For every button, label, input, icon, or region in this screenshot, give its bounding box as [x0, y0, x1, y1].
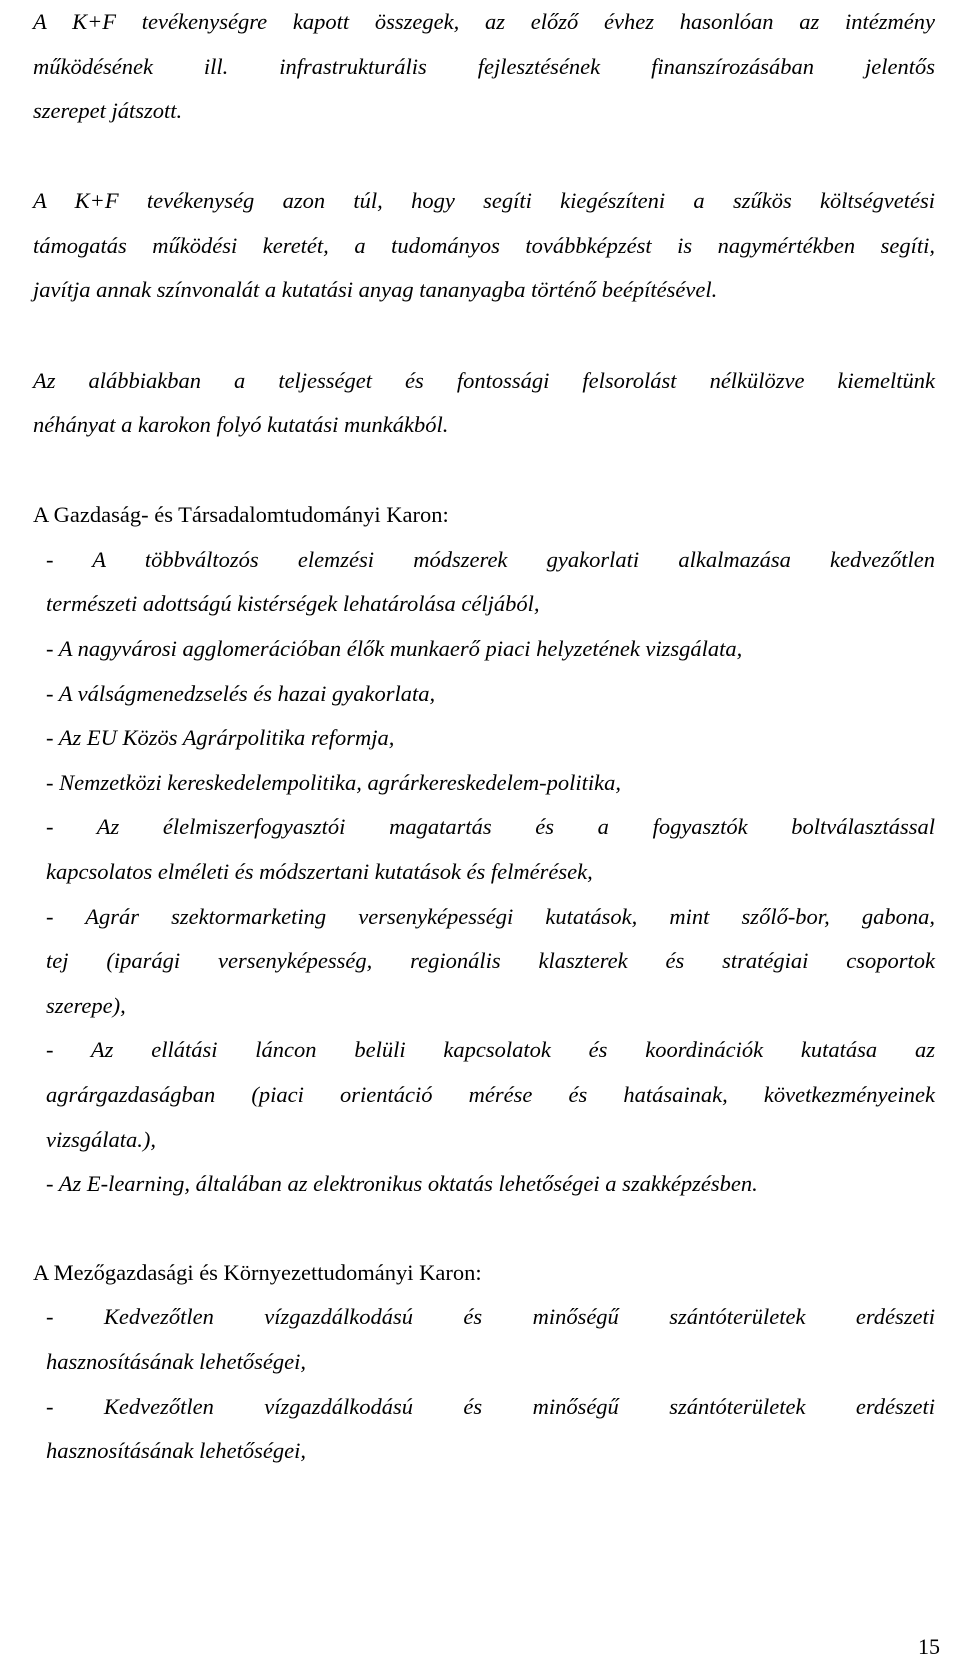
intro-paragraph-1-line-1: A K+F tevékenységre kapott összegek, az előző évhez hasonlóan az intézmény [33, 9, 935, 34]
paragraph-gap [33, 1207, 935, 1251]
list-item-line: - Az E-learning, általában az elektronikus oktatás lehetőségei a szakképzésben. [46, 1171, 758, 1197]
list-item-line: - Nemzetközi kereskedelempolitika, agrárkereskedelem-politika, [46, 769, 622, 795]
intro-paragraph-2-line-1: A K+F tevékenység azon túl, hogy segíti kiegészíteni a szűkös költségvetési [33, 188, 935, 214]
list-item-line: - Az EU Közös Agrárpolitika reformja, [46, 725, 395, 751]
list-item-line: vizsgálata.), [46, 1126, 156, 1152]
page-number: 15 [918, 1634, 940, 1659]
faculty2-research-list [33, 1295, 935, 1473]
document-page [33, 0, 935, 1474]
paragraph-gap [33, 313, 935, 359]
paragraph-gap [33, 134, 935, 180]
list-item-line: hasznosításának lehetőségei, [46, 1438, 306, 1464]
intro-paragraph-3-line-2: néhányat a karokon folyó kutatási munkákból. [33, 412, 449, 438]
list-item-line: - Kedvezőtlen vízgazdálkodású és minőségű szántóterületek erdészeti [46, 1393, 935, 1419]
list-item-line: hasznosításának lehetőségei, [46, 1348, 306, 1374]
list-item-line: - A nagyvárosi agglomerációban élők munkaerő piaci helyzetének vizsgálata, [46, 636, 743, 662]
intro-paragraph-1-line-3: szerepet játszott. [33, 98, 183, 124]
intro-paragraph-1-line-2: működésének ill. infrastrukturális fejlesztésének finanszírozásában jelentős [33, 53, 935, 79]
list-item-line: kapcsolatos elméleti és módszertani kutatások és felmérések, [46, 859, 593, 884]
intro-paragraph-2-line-2: támogatás működési keretét, a tudományos továbbképzést is nagymértékben segíti, [33, 232, 935, 258]
faculty2-heading: A Mezőgazdasági és Környezettudományi Karon: [33, 1259, 482, 1285]
list-item-line: - Agrár szektormarketing versenyképességi kutatások, mint szőlő-bor, gabona, [46, 903, 935, 929]
list-item-line: - Az élelmiszerfogyasztói magatartás és a fogyasztók boltválasztással [46, 814, 935, 840]
list-item-line: tej (iparági versenyképesség, regionális klaszterek és stratégiai csoportok [46, 948, 935, 974]
list-item-line: - Az ellátási láncon belüli kapcsolatok és koordinációk kutatása az [46, 1037, 935, 1063]
list-item-line: természeti adottságú kistérségek lehatárolása céljából, [46, 591, 540, 617]
faculty1-research-list [33, 538, 935, 1207]
list-item-line: - A többváltozós elemzési módszerek gyakorlati alkalmazása kedvezőtlen [46, 546, 935, 572]
faculty1-heading: A Gazdaság- és Társadalomtudományi Karon: [33, 502, 449, 528]
intro-paragraph-2-line-3: javítja annak színvonalát a kutatási anyag tananyagba történő beépítésével. [33, 277, 718, 303]
paragraph-gap [33, 448, 935, 494]
intro-paragraph-3-line-1: Az alábbiakban a teljességet és fontossági felsorolást nélkülözve kiemeltünk [33, 367, 935, 393]
list-item-line: - Kedvezőtlen vízgazdálkodású és minőségű szántóterületek erdészeti [46, 1304, 935, 1330]
list-item-line: - A válságmenedzselés és hazai gyakorlata, [46, 680, 436, 706]
list-item-line: agrárgazdaságban (piaci orientáció mérése és hatásainak, következményeinek [46, 1081, 935, 1107]
list-item-line: szerepe), [46, 992, 126, 1018]
